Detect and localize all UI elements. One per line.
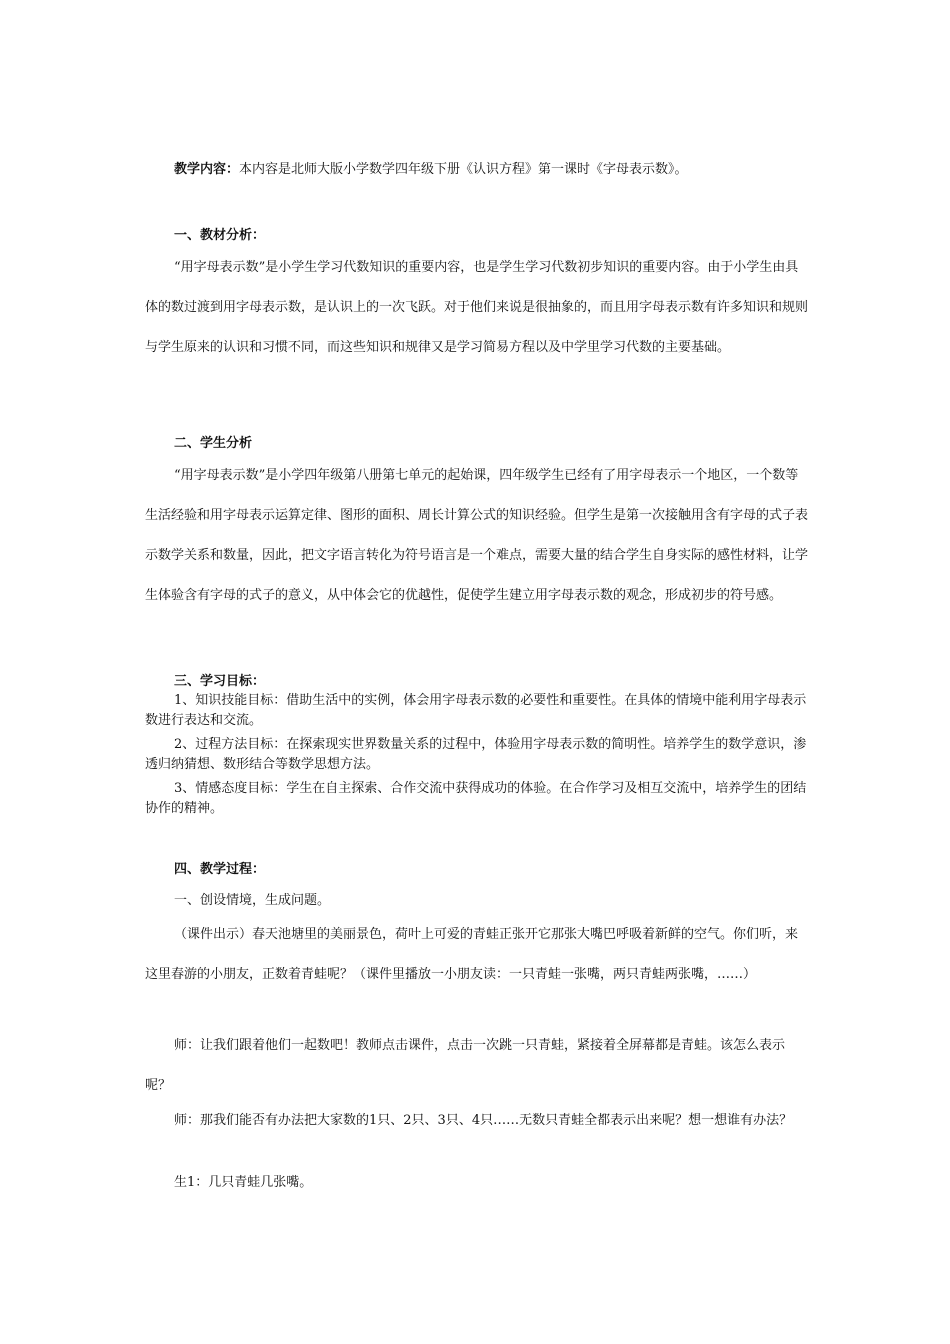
section-3-title: 三、学习目标：: [174, 674, 266, 689]
process-paragraph-2: 师：让我们跟着他们一起数吧！教师点击课件，点击一次跳一只青蛙，紧接着全屏幕都是青蛙。该怎么表示呢？: [145, 1038, 786, 1093]
teaching-content-label: 教学内容：: [174, 162, 240, 177]
goal-1: 1、知识技能目标：借助生活中的实例，体会用字母表示数的必要性和重要性。在具体的情境中能利用字母表示数进行表达和交流。: [145, 693, 807, 728]
step-1-heading: 一、创设情境，生成问题。: [174, 893, 331, 908]
section-2-paragraph: “用字母表示数”是小学四年级第八册第七单元的起始课，四年级学生已经有了用字母表示一个地区，一个数等生活经验和用字母表示运算定律、图形的面积、周长计算公式的知识经验。但学生是第一次接触用含有字母的式子表示数学关系和数量，因此，把文字语言转化为符号语言是一个难点，需要大量的结合学生自身实际的感性材料，让学生体验含有字母的式子的意义，从中体会它的优越性，促使学生建立用字母表示数的观念，形成初步的符号感。: [145, 468, 809, 603]
teaching-content-line: [145, 160, 810, 180]
section-1-paragraph: “用字母表示数”是小学生学习代数知识的重要内容，也是学生学习代数初步知识的重要内容。由于小学生由具体的数过渡到用字母表示数，是认识上的一次飞跃。对于他们来说是很抽象的，而且用字母表示数有许多知识和规则与学生原来的认识和习惯不同，而这些知识和规律又是学习简易方程以及中学里学习代数的主要基础。: [145, 260, 809, 355]
teaching-content-text: 本内容是北师大版小学数学四年级下册《认识方程》第一课时《字母表示数》。: [239, 162, 688, 177]
section-2-title: 二、学生分析: [174, 436, 253, 451]
section-1-title: 一、教材分析：: [174, 228, 266, 243]
process-paragraph-1: （课件出示）春天池塘里的美丽景色，荷叶上可爱的青蛙正张开它那张大嘴巴呼吸着新鲜的空气。你们听，来这里春游的小朋友，正数着青蛙呢？（课件里播放一小朋友读：一只青蛙一张嘴，两只青蛙两张嘴，……）: [145, 927, 799, 982]
process-paragraph-4: 生1：几只青蛙几张嘴。: [174, 1175, 313, 1190]
goal-2: 2、过程方法目标：在探索现实世界数量关系的过程中，体验用字母表示数的简明性。培养学生的数学意识，渗透归纳猜想、数形结合等数学思想方法。: [145, 737, 807, 772]
process-paragraph-3: 师：那我们能否有办法把大家数的1只、2只、3只、4只……无数只青蛙全都表示出来呢？想一想谁有办法？: [174, 1113, 793, 1128]
section-4-title: 四、教学过程：: [174, 862, 266, 877]
goal-3: 3、情感态度目标：学生在自主探索、合作交流中获得成功的体验。在合作学习及相互交流中，培养学生的团结协作的精神。: [145, 781, 807, 816]
